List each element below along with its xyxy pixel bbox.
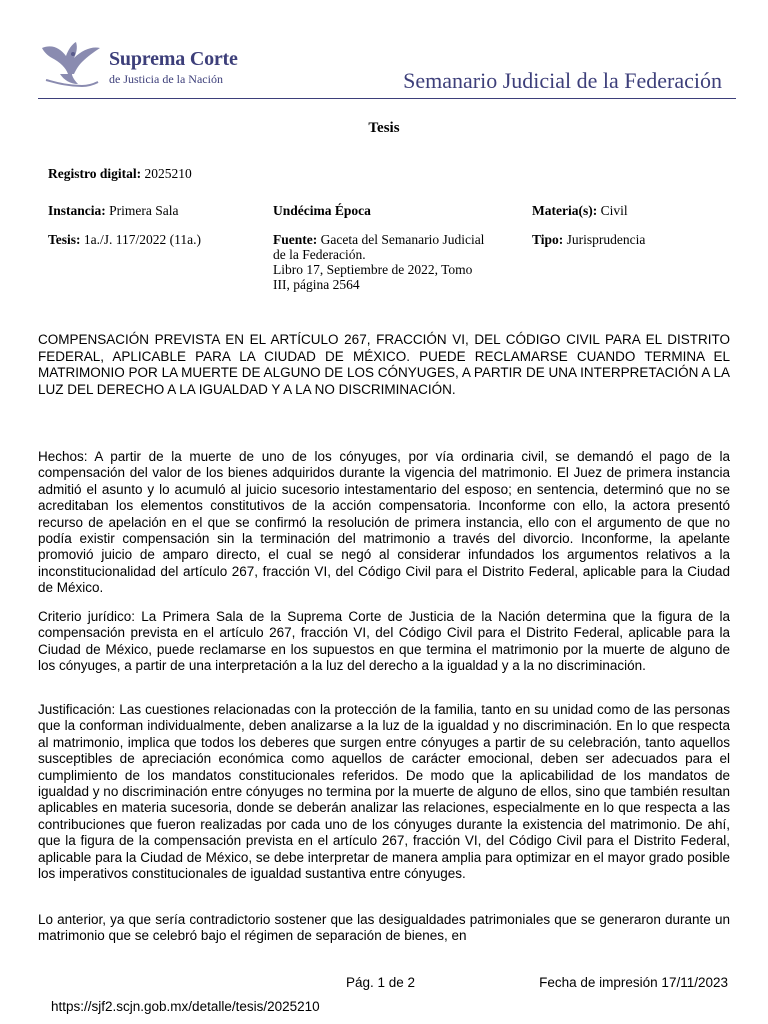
header-divider <box>38 98 736 99</box>
instancia-label: Instancia: <box>48 203 106 218</box>
fuente-line-3: Libro 17, Septiembre de 2022, Tomo <box>273 262 473 277</box>
tipo-value: Jurisprudencia <box>566 232 646 247</box>
source-url[interactable]: https://sjf2.scjn.gob.mx/detalle/tesis/2025210 <box>51 999 320 1014</box>
fuente-label: Fuente: <box>273 232 318 247</box>
fuente-line-4: III, página 2564 <box>273 277 360 292</box>
registro-label: Registro digital: <box>48 166 142 181</box>
thesis-heading: COMPENSACIÓN PREVISTA EN EL ARTÍCULO 267, FRACCIÓN VI, DEL CÓDIGO CIVIL PARA EL DISTRITO FEDERAL, APLICABLE PARA LA CIUDAD DE MÉXICO. PUEDE RECLAMARSE CUANDO TERMINA EL MATRIMONIO POR LA MUERTE DE ALGUNO DE LOS CÓNYUGES, A PARTIR DE UNA INTERPRETACIÓN A LA LUZ DEL DERECHO A LA IGUALDAD Y A LA NO DISCRIMINACIÓN. <box>38 332 730 397</box>
criterio-paragraph: Criterio jurídico: La Primera Sala de la Suprema Corte de Justicia de la Nación determina que la figura de la compensación prevista en el artículo 267, fracción VI, del Código Civil para el Distrito Federal, aplicable para la Ciudad de México, puede reclamarse en los supuestos en que termina el matrimonio por la muerte de alguno de los cónyuges, a partir de una interpretación a la luz del derecho a la igualdad y a la no discriminación. <box>38 609 730 674</box>
fuente-line-2: de la Federación. <box>273 247 366 262</box>
materia <box>532 203 628 218</box>
instancia-value: Primera Sala <box>109 203 179 218</box>
tesis-number <box>48 232 201 247</box>
justificacion-paragraph: Justificación: Las cuestiones relacionadas con la protección de la familia, tanto en su unidad como de las personas que la conforman individualmente, deben analizarse a la luz de la igualdad y no discriminación. En lo que respecta al matrimonio, implica que todos los deberes que surgen entre cónyuges a partir de su celebración, tanto aquellos susceptibles de apreciación económica como aquellos de carácter emocional, deben ser adecuados para el cumplimiento de los mandatos constitucionales referidos. De modo que la aplicabilidad de los mandatos de igualdad y no discriminación entre cónyuges no termina por la muerte de alguno de ellos, sino que también resultan aplicables en materia sucesoria, donde se deberán analizar las relaciones, especialmente en lo que respecta a las contribuciones que fueron realizadas por cada uno de los cónyuges durante la existencia del matrimonio. De ahí, que la figura de la compensación prevista en el artículo 267, fracción VI, del Código Civil para el Distrito Federal, aplicable para la Ciudad de México, se debe interpretar de manera amplia para optimizar en el mayor grado posible los imperativos constitucionales de igualdad sustantiva entre cónyuges. <box>38 702 730 882</box>
registro-digital <box>48 166 192 181</box>
tesis-label: Tesis: <box>48 232 81 247</box>
epoca-value: Undécima Época <box>273 203 371 218</box>
fuente-line-1: Gaceta del Semanario Judicial <box>320 232 485 247</box>
tipo-label: Tipo: <box>532 232 564 247</box>
publication-title: Semanario Judicial de la Federación <box>403 68 722 93</box>
instancia <box>48 203 179 218</box>
tipo <box>532 232 645 247</box>
anterior-paragraph: Lo anterior, ya que sería contradictorio sostener que las desigualdades patrimoniales que se generaron durante un matrimonio que se celebró bajo el régimen de separación de bienes, en <box>38 912 730 944</box>
registro-value: 2025210 <box>144 166 192 181</box>
print-date: Fecha de impresión 17/11/2023 <box>539 975 728 990</box>
logo-title: Suprema Corte <box>109 48 238 70</box>
fuente <box>273 232 523 292</box>
materia-label: Materia(s): <box>532 203 598 218</box>
eagle-emblem-icon <box>38 40 104 88</box>
document-type: Tesis <box>368 120 400 136</box>
logo-subtitle: de Justicia de la Nación <box>109 72 223 86</box>
scjn-logo <box>38 40 238 88</box>
materia-value: Civil <box>600 203 628 218</box>
epoca <box>273 203 371 218</box>
tesis-value: 1a./J. 117/2022 (11a.) <box>83 232 201 247</box>
page-number: Pág. 1 de 2 <box>346 975 416 990</box>
hechos-paragraph: Hechos: A partir de la muerte de uno de los cónyuges, por vía ordinaria civil, se demandó el pago de la compensación del valor de los bienes adquiridos durante la vigencia del matrimonio. El Juez de primera instancia admitió el asunto y lo acumuló al juicio sucesorio intestamentario del esposo; en sentencia, determinó que no se acreditaban los elementos constitutivos de la acción compensatoria. Inconforme con ello, la actora presentó recurso de apelación en el que se confirmó la resolución de primera instancia, ello con el argumento de que no podía existir compensación sin la terminación del matrimonio a través del divorcio. Inconforme, la apelante promovió juicio de amparo directo, el cual se negó al considerar infundados los argumentos relativos a la inconstitucionalidad del artículo 267, fracción VI, del Código Civil para el Distrito Federal, aplicable para la Ciudad de México. <box>38 449 730 596</box>
